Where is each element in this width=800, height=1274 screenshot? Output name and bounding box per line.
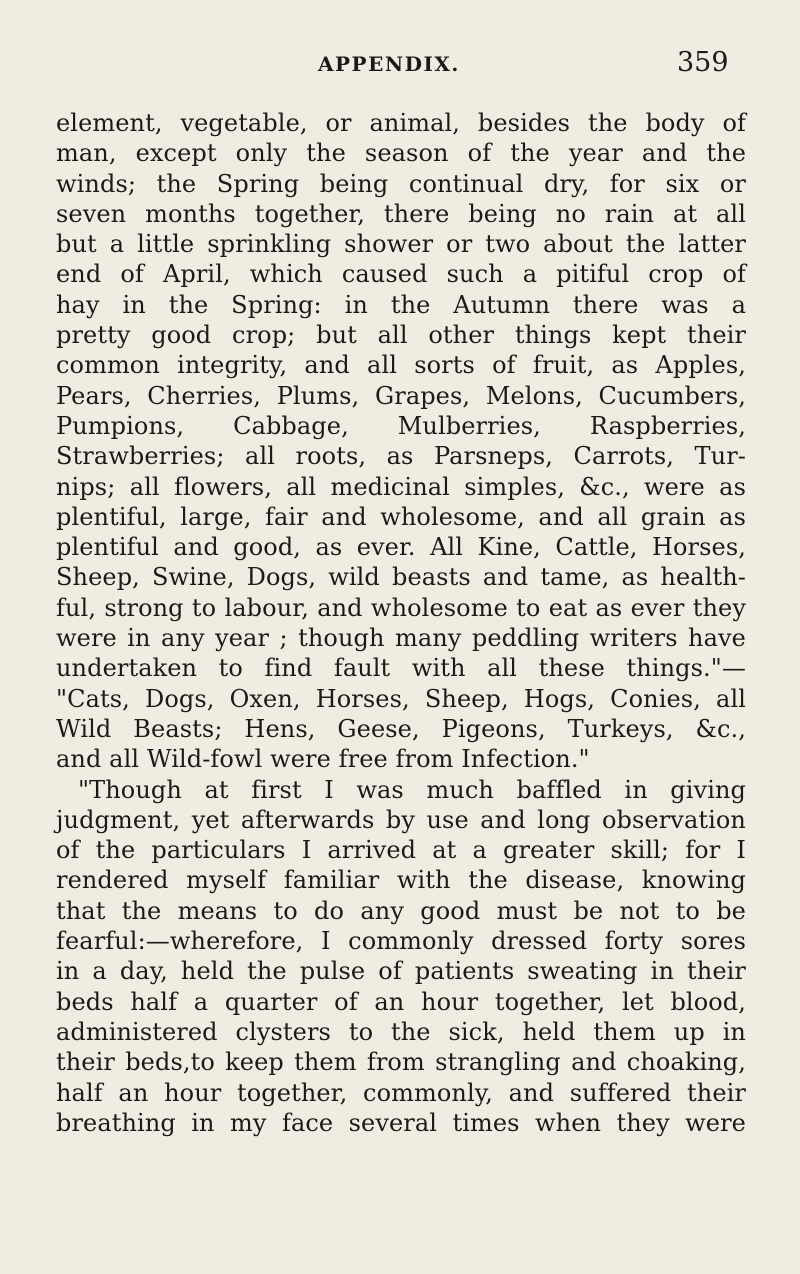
running-head: APPENDIX.	[318, 52, 460, 76]
text-line: seven months together, there being no rain at all	[56, 199, 746, 228]
text-line: nips; all flowers, all medicinal simples, &c., were as	[56, 472, 746, 501]
text-line: hay in the Spring: in the Autumn there was a	[56, 290, 746, 319]
text-line: of the particulars I arrived at a greater skill; for I	[56, 836, 746, 865]
text-line: end of April, which caused such a pitiful crop of	[56, 260, 746, 289]
text-line: winds; the Spring being continual dry, for six or	[56, 169, 746, 198]
text-line: in a day, held the pulse of patients sweating in their	[56, 957, 746, 986]
text-line: man, except only the season of the year and the	[56, 139, 746, 168]
text-line: rendered myself familiar with the disease, knowing	[56, 866, 746, 895]
text-line: were in any year ; though many peddling writers have	[56, 624, 746, 653]
text-line: judgment, yet afterwards by use and long observation	[56, 805, 746, 834]
text-line: plentiful, large, fair and wholesome, and all grain as	[56, 502, 746, 531]
text-line: beds half a quarter of an hour together, let blood,	[56, 987, 746, 1016]
text-line: but a little sprinkling shower or two about the latter	[56, 230, 746, 259]
text-line: Pumpions, Cabbage, Mulberries, Raspberries,	[56, 411, 746, 440]
text-line: and all Wild-fowl were free from Infection."	[56, 745, 590, 774]
text-line: element, vegetable, or animal, besides the body of	[56, 109, 746, 137]
text-line: administered clysters to the sick, held them up in	[56, 1017, 746, 1046]
text-line: "Cats, Dogs, Oxen, Horses, Sheep, Hogs, Conies, all	[56, 684, 746, 713]
text-line: common integrity, and all sorts of fruit, as Apples,	[56, 351, 746, 380]
text-line: ful, strong to labour, and wholesome to eat as ever they	[56, 593, 746, 622]
body-text	[56, 108, 746, 1138]
text-line: breathing in my face several times when they were	[56, 1108, 746, 1137]
text-line: Pears, Cherries, Plums, Grapes, Melons, Cucumbers,	[56, 381, 746, 410]
text-line: fearful:—wherefore, I commonly dressed forty sores	[56, 927, 746, 956]
text-line: Wild Beasts; Hens, Geese, Pigeons, Turkeys, &c.,	[56, 714, 746, 743]
text-line: pretty good crop; but all other things kept their	[56, 321, 746, 350]
text-line: half an hour together, commonly, and suffered their	[56, 1078, 746, 1107]
page-number: 359	[677, 47, 729, 78]
text-line: that the means to do any good must be not to be	[56, 896, 746, 925]
text-line: undertaken to find fault with all these things."—	[56, 654, 746, 683]
text-line: plentiful and good, as ever. All Kine, Cattle, Horses,	[56, 533, 746, 562]
text-line: Strawberries; all roots, as Parsneps, Carrots, Tur-	[56, 442, 746, 471]
text-line: their beds,to keep them from strangling and choaking,	[56, 1048, 746, 1077]
text-line: Sheep, Swine, Dogs, wild beasts and tame, as health-	[56, 563, 746, 592]
text-line: "Though at first I was much baffled in giving	[78, 775, 746, 804]
